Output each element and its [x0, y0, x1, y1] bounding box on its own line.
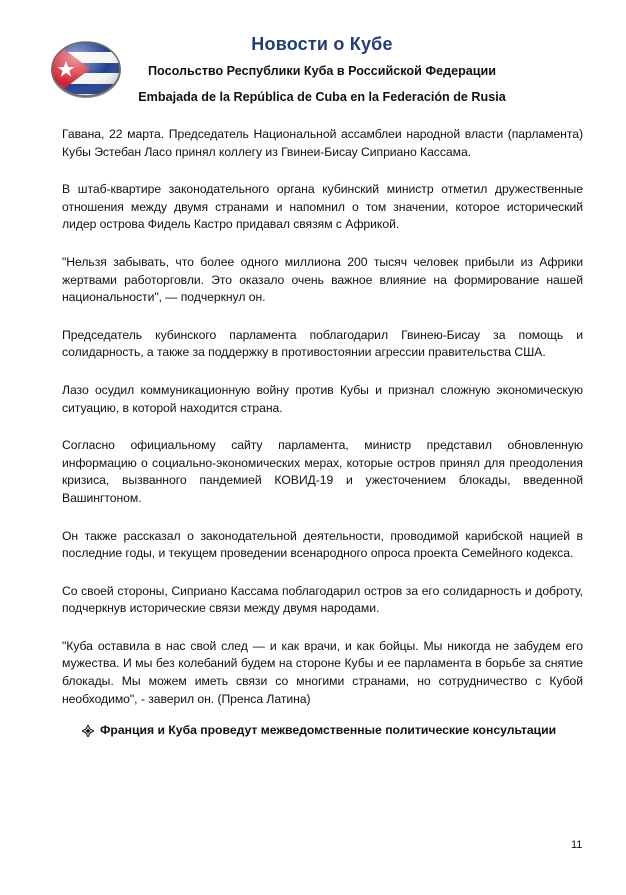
- article-paragraph: "Нельзя забывать, что более одного миллиона 200 тысяч человек прибыли из Африки жертвами работорговли. Это оказало очень важное влияние на формирование нашей национальности", — подчеркнул он.: [62, 254, 583, 305]
- article-paragraph: Лазо осудил коммуникационную войну против Кубы и признал сложную экономическую ситуацию, в которой находится страна.: [62, 382, 583, 415]
- article-body: [62, 126, 583, 743]
- article-paragraph: Председатель кубинского парламента поблагодарил Гвинею-Бисау за помощь и солидарность, а также за поддержку в противостоянии агрессии правительства США.: [62, 327, 583, 360]
- article-paragraph: Со своей стороны, Сиприано Кассама поблагодарил остров за его солидарность и доброту, подчеркнув исторические связи между двумя народами.: [62, 583, 583, 616]
- page-number: 11: [571, 839, 583, 851]
- article-paragraph: В штаб-квартире законодательного органа кубинский министр отметил дружественные отношения между двумя странами и напомнил о том значении, которое исторический лидер острова Фидель Кастро придавал связям с Африкой.: [62, 182, 583, 232]
- embassy-name-es: Embajada de la República de Cuba en la Federación de Rusia: [138, 90, 506, 104]
- article-paragraph: "Куба оставила в нас свой след — и как врачи, и как бойцы. Мы никогда не забудем его мужества. И мы без колебаний будем на стороне Кубы и ее парламента в борьбе за снятие блокады. Мы можем иметь связи со многими странами, но сотрудничество с Кубой необходимо", - заверил он. (Пренса Латина): [62, 638, 583, 706]
- article-paragraph: Гавана, 22 марта. Председатель Национальной ассамблеи народной власти (парламента) Кубы Эстебан Ласо принял коллегу из Гвинеи-Бисау Сиприано Кассама.: [62, 127, 583, 159]
- article-paragraph: Он также рассказал о законодательной деятельности, проводимой карибской нацией в последние годы, и текущем проведении всенародного опроса проекта Семейного кодекса.: [62, 528, 583, 561]
- embassy-name-ru: Посольство Республики Куба в Российской Федерации: [148, 64, 496, 78]
- next-article-headline[interactable]: [62, 722, 583, 743]
- next-article-title[interactable]: Франция и Куба проведут межведомственные политические консультации: [100, 723, 557, 738]
- diamond-bullet-icon: [82, 722, 100, 743]
- article-paragraph: Согласно официальному сайту парламента, министр представил обновленную информацию о социально-экономических мерах, которые остров принял для преодоления кризиса, вызванного пандемией КОВИД-19 и ужесточением блокады, введенной Вашингтоном.: [62, 438, 583, 505]
- page-title: Новости о Кубе: [251, 34, 393, 54]
